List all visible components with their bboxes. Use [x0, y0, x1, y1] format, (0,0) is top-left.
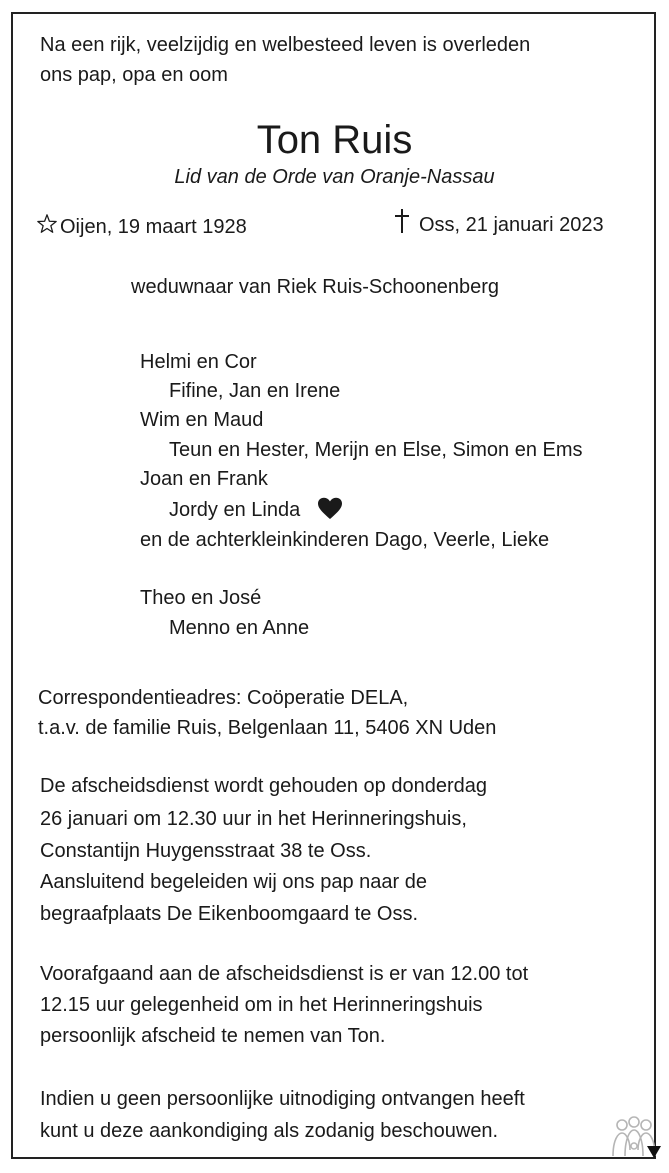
notice-line-1: Indien u geen persoonlijke uitnodiging ontvangen heeft [40, 1088, 525, 1110]
family-line-1: Helmi en Cor [140, 351, 257, 373]
intro-line-2: ons pap, opa en oom [40, 64, 228, 86]
family-line-4: Teun en Hester, Merijn en Else, Simon en Ems [169, 439, 583, 461]
correspondence-line-1: Correspondentieadres: Coöperatie DELA, [38, 687, 409, 709]
heart-icon [317, 497, 343, 520]
family-line-8: Theo en José [140, 587, 262, 609]
family-line-9: Menno en Anne [169, 617, 310, 639]
birth-date: Oijen, 19 maart 1928 [60, 216, 247, 238]
honor-title: Lid van de Orde van Oranje-Nassau [174, 166, 495, 188]
triangle-down-icon[interactable] [646, 1145, 662, 1159]
death-date: Oss, 21 januari 2023 [419, 214, 604, 236]
family-line-6: Jordy en Linda [169, 499, 301, 521]
service-line-5: begraafplaats De Eikenboomgaard te Oss. [40, 903, 418, 925]
farewell-line-2: 12.15 uur gelegenheid om in het Herinneringshuis [40, 994, 483, 1016]
service-line-2: 26 januari om 12.30 uur in het Herinneringshuis, [40, 808, 467, 830]
spouse-line: weduwnaar van Riek Ruis-Schoonenberg [131, 276, 499, 298]
service-line-3: Constantijn Huygensstraat 38 te Oss. [40, 840, 372, 862]
star-icon [36, 213, 58, 235]
service-line-1: De afscheidsdienst wordt gehouden op donderdag [40, 775, 487, 797]
notice-line-2: kunt u deze aankondiging als zodanig beschouwen. [40, 1120, 499, 1142]
family-line-3: Wim en Maud [140, 409, 264, 431]
correspondence-line-2: t.a.v. de familie Ruis, Belgenlaan 11, 5406 XN Uden [38, 717, 497, 739]
family-line-7: en de achterkleinkinderen Dago, Veerle, Lieke [140, 529, 550, 551]
intro-line-1: Na een rijk, veelzijdig en welbesteed leven is overleden [40, 34, 531, 56]
service-line-4: Aansluitend begeleiden wij ons pap naar de [40, 871, 427, 893]
cross-icon [394, 208, 410, 234]
farewell-line-3: persoonlijk afscheid te nemen van Ton. [40, 1025, 386, 1047]
family-line-2: Fifine, Jan en Irene [169, 380, 341, 402]
deceased-name: Ton Ruis [256, 118, 413, 162]
farewell-line-1: Voorafgaand aan de afscheidsdienst is er van 12.00 tot [40, 963, 529, 985]
family-line-5: Joan en Frank [140, 468, 268, 490]
